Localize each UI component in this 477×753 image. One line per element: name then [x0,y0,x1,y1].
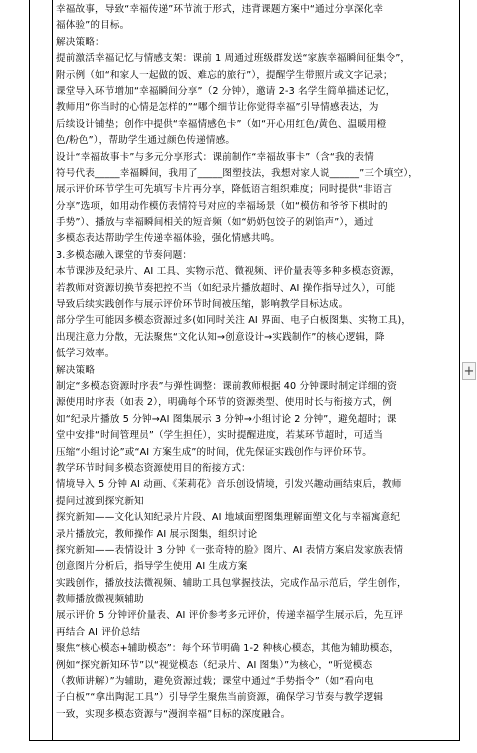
text-line: 课堂导入环节增加“幸福瞬间分享”（2 分钟），邀请 2-3 名学生简单描述记忆， [56,85,396,97]
text-line: 福体验”的目标。 [56,20,130,32]
text-line: 源使用时序表（如表 2），明确每个环节的资源类型、使用时长与衔接方式，例 [56,397,392,409]
text-line: 后续设计铺垫；创作中提供“幸福情感色卡”（如“开心用红色/黄色、温暖用橙 [56,118,387,130]
text-line: 录片播放完，教师操作 AI 展示图集，组织讨论 [56,528,258,540]
text-line: 教师播放微视频辅助 [56,594,144,606]
text-line: 低学习效率。 [56,348,115,360]
text-line: 导致后续实践创作与展示评价环节时间被压缩，影响教学目标达成。 [56,299,349,311]
text-line: 教师用“你当时的心情是怎样的”“哪个细节让你觉得幸福”引导情感表达，为 [56,102,379,114]
text-line: 提问过渡到探究新知 [56,495,144,507]
text-line: 一致，实现多模态资源与“漫润幸福”目标的深度融合。 [56,708,291,720]
add-plus-button[interactable] [462,362,476,380]
text-line: 解决策略： [56,36,105,48]
table-cell-content [56,2,456,738]
text-line: 如“纪录片播放 5 分钟→AI 图集展示 3 分钟→小组讨论 2 分钟”，避免超时；课 [56,413,397,425]
text-line: 压缩“小组讨论”或“AI 方案生成”的时间，优先保证实践创作与评价环节。 [56,446,372,458]
text-line: 部分学生可能因多模态资源过多(如同时关注 AI 界面、电子白板图集、实物工具)， [56,315,412,327]
text-line: 展示评价 5 分钟评价量表、AI 评价参考多元评价，传递幸福学生展示后，先互评 [56,610,404,622]
text-line: （教师讲解）”为辅助，避免资源过载；课堂中通过“手势指令”（如“看向电 [56,676,374,688]
text-line: 创意图片分析后，指导学生使用 AI 生成方案 [56,561,248,573]
text-line: 若教师对资源切换节奏把控不当（如纪录片播放超时、AI 操作指导过久），可能 [56,282,396,294]
text-line: 多模态表达帮助学生传递幸福体验，强化情感共鸣。 [56,233,281,245]
text-line: 子白板”“拿出陶泥工具”）引导学生聚焦当前资源，确保学习节奏与教学逻辑 [56,692,384,704]
text-line: 色/粉色”），帮助学生通过颜色传递情感。 [56,135,236,147]
text-line: 展示评价环节学生可先填写卡片再分享，降低语言组织难度；同时提供“非语言 [56,184,393,196]
text-line: 聚焦“核心模态+辅助模态”：每个环节明确 1-2 种核心模态，其他为辅助模态， [56,643,400,655]
text-line: 堂中安排“时间管理员”（学生担任），实时提醒进度，若某环节超时，可适当 [56,430,383,442]
text-line: 实践创作，播放技法微视频、辅助工具包掌握技法，完成作品示范后，学生创作， [56,577,407,589]
text-line: 探究新知——表情设计 3 分钟《一张奇特的脸》图片、AI 表情方案启发家族表情 [56,544,404,556]
text-line: 教学环节时间多模态资源使用目的衔接方式： [56,462,251,474]
text-line: 手势”）、播放与幸福瞬间相关的短音频（如“奶奶包饺子的剁馅声”），通过 [56,217,374,229]
text-line: 再结合 AI 评价总结 [56,626,141,638]
text-line: 例如“探究新知环节”以“视觉模态（纪录片、AI 图集）”为核心，“听觉模态 [56,659,373,671]
text-line: 本节课涉及纪录片、AI 工具、实物示范、微视频、评价量表等多种多模态资源， [56,266,401,278]
text-line: 制定“多模态资源时序表”与弹性调整：课前教师根据 40 分钟课时制定详细的资 [56,380,397,392]
text-line: 出现注意力分散，无法聚焦“文化认知→创意设计→实践制作”的核心逻辑，降 [56,331,385,343]
text-line: 幸福故事，导致“幸福传递”环节流于形式，违背课题方案中“通过分享深化幸 [56,4,384,15]
text-line: 附示例（如“和家人一起做的饭、难忘的旅行”），提醒学生带照片或文字记录； [56,69,393,81]
text-line: 3.多模态融入课堂的节奏问题： [56,249,193,261]
text-line: 分享”选项，如用动作模仿表情符号对应的幸福场景（如“模仿和爷爷下棋时的 [56,200,388,212]
text-line: 设计“幸福故事卡”与多元分享形式：课前制作“幸福故事卡”（含“我的表情 [56,151,374,163]
text-line: 符号代表_____幸福瞬间，我用了_____图塑技法，我想对家人说______”三个填空）， [56,167,419,179]
text-line: 解决策略 [56,364,95,376]
text-line: 探究新知——文化认知纪录片片段、AI 地域面塑图集理解面塑文化与幸福寓意纪 [56,512,401,524]
text-line: 提前激活幸福记忆与情感支架：课前 1 周通过班级群发送“家族幸福瞬间征集令”， [56,53,411,65]
plus-icon: + [463,363,475,379]
text-line: 情境导入 5 分钟 AI 动画、《茉莉花》音乐创设情境，引发兴趣动画结束后，教师 [56,479,402,491]
